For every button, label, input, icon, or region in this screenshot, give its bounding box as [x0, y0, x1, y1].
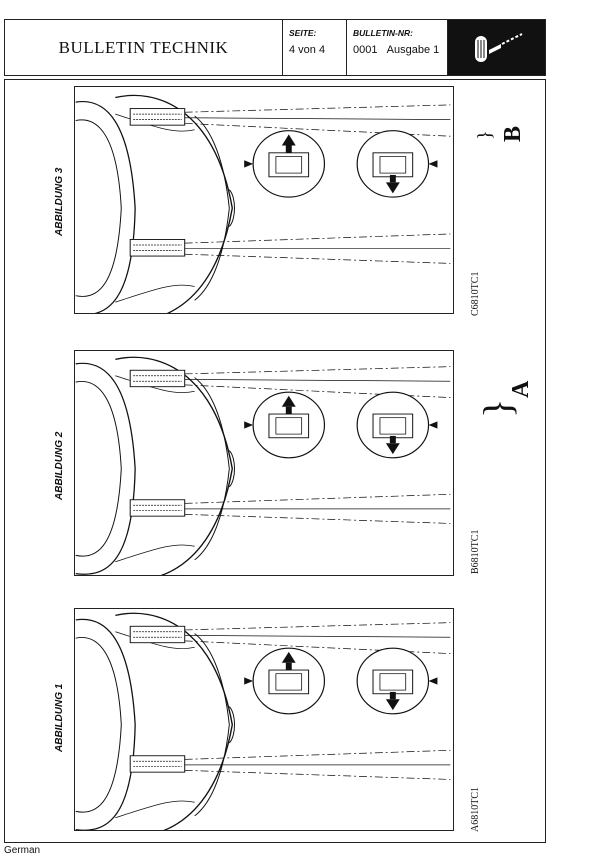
page-label: SEITE: — [289, 28, 317, 38]
figure-3-code: C6810TC1 — [470, 271, 481, 316]
figure-3-illustration — [75, 87, 453, 313]
manufacturer-logo-icon — [467, 28, 527, 68]
figure-1 — [74, 608, 454, 831]
figure-2-code: B6810TC1 — [470, 529, 481, 574]
manufacturer-logo — [448, 20, 545, 75]
page-cell — [283, 20, 347, 75]
figure-3-brace: } — [474, 130, 496, 140]
figure-3-title: ABBILDUNG 3 — [54, 167, 65, 236]
bulletin-title: BULLETIN TECHNIK — [5, 20, 283, 75]
figure-1-illustration — [75, 609, 453, 830]
figure-3-letter: B — [500, 125, 526, 142]
figure-2-letter: A — [508, 380, 534, 398]
bulletin-number-label: BULLETIN-NR: — [353, 28, 413, 38]
figure-1-title: ABBILDUNG 1 — [54, 683, 65, 752]
bulletin-number: 0001 — [353, 44, 378, 56]
bulletin-issue: Ausgabe 1 — [386, 44, 440, 56]
page-value: 4 von 4 — [289, 44, 326, 56]
bulletin-header — [4, 19, 546, 76]
figure-2-title: ABBILDUNG 2 — [54, 431, 65, 500]
figure-2-brace: } — [475, 398, 520, 418]
language-label: German — [4, 845, 41, 856]
bulletin-number-value — [353, 44, 441, 56]
figure-2-illustration — [75, 351, 453, 575]
figure-2 — [74, 350, 454, 576]
bulletin-number-cell — [347, 20, 448, 75]
figure-1-code: A6810TC1 — [470, 787, 481, 832]
figure-3 — [74, 86, 454, 314]
